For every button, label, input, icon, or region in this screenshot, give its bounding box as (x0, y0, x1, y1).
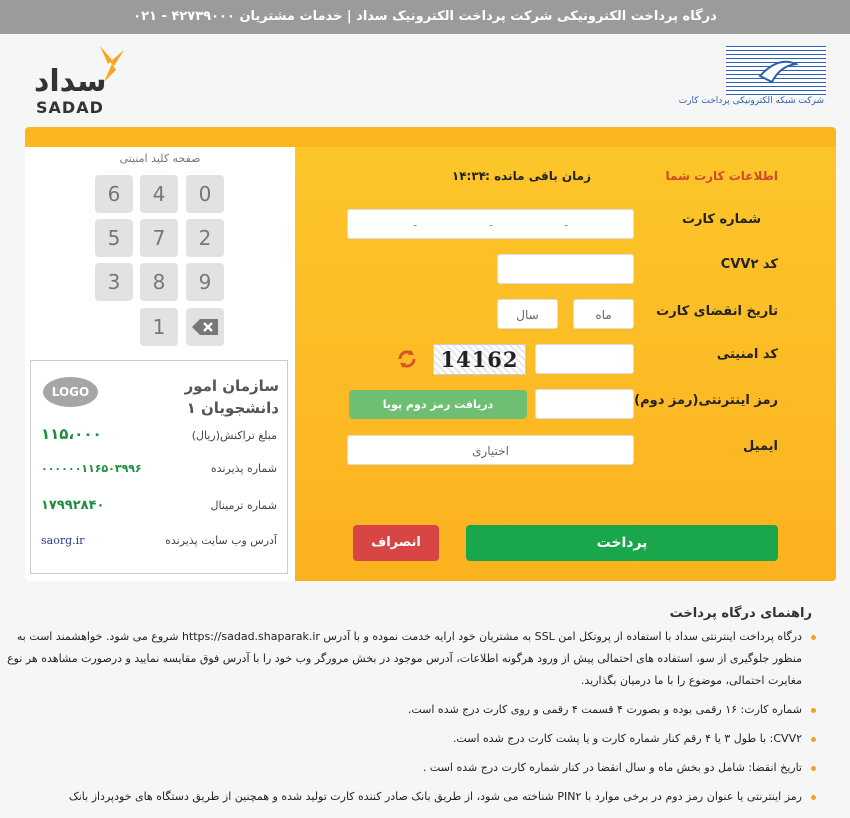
keypad-key[interactable]: 9 (186, 263, 224, 301)
otp-field[interactable] (535, 389, 634, 419)
payment-guide (0, 598, 850, 818)
section-title: اطلاعات کارت شما (665, 169, 778, 183)
sadad-logo-fa: سداد (34, 64, 107, 99)
terminal-value: ۱۷۹۹۲۸۴۰ (41, 498, 105, 513)
timer-label: زمان باقی مانده : (485, 169, 591, 183)
cancel-button[interactable]: انصراف (353, 525, 439, 561)
sadad-logo (34, 46, 129, 116)
sadad-mark-icon (94, 46, 128, 82)
amount-value: ۱۱۵،۰۰۰ (41, 425, 102, 443)
email-field[interactable]: اختیاری (347, 435, 634, 465)
keypad-title: صفحه کلید امنیتی (119, 152, 201, 165)
merchant-info-box (30, 360, 288, 574)
shaparak-bird-icon (758, 56, 798, 86)
shaparak-logo (678, 46, 826, 114)
expiry-month-field[interactable]: ماه (573, 299, 634, 329)
terminal-label: شماره ترمینال (210, 499, 277, 512)
guide-item: شماره کارت: ۱۶ رقمی بوده و بصورت ۴ قسمت ۴ رقمی و روی کارت درج شده است. (2, 699, 802, 721)
sadad-logo-en: SADAD (36, 98, 104, 117)
pay-button[interactable]: پرداخت (466, 525, 778, 561)
keypad-key[interactable]: 0 (186, 175, 224, 213)
amount-label: مبلغ تراکنش(ریال) (191, 429, 277, 442)
expiry-label: تاریخ انقضای کارت (656, 304, 778, 319)
keypad-key[interactable]: 1 (140, 308, 178, 346)
timer-value: ۱۴:۳۴ (451, 169, 486, 183)
keypad-key[interactable]: 7 (140, 219, 178, 257)
acceptor-label: شماره پذیرنده (210, 462, 277, 475)
guide-list (2, 626, 818, 815)
guide-title: راهنمای درگاه پرداخت (669, 606, 812, 621)
captcha-refresh-icon[interactable] (396, 348, 418, 370)
header-title: درگاه پرداخت الکترونیکی شرکت پرداخت الکترونیک سداد | خدمات مشتریان ۴۲۷۳۹۰۰۰ - ۰۲۱ (133, 9, 717, 24)
expiry-year-field[interactable]: سال (497, 299, 558, 329)
card-number-field[interactable]: - - - (347, 209, 634, 239)
card-number-label: شماره کارت (681, 212, 761, 227)
guide-item: درگاه پرداخت اینترنتی سداد با استفاده از پروتکل امن SSL به مشتریان خود ارایه خدمت نموده و با آدرس https://sadad.shaparak.ir شروع می شود. خواهشمند است به منظور جلوگیری از سو، استفاده های احتمالی پیش از ورود هرگونه اطلاعات، آدرس موجود در بخش مرورگر وب خود را با آدرس فوق مقایسه نمایید و درصورت مشاهده هر نوع مغایرت احتمالی، موضوع را با ما درمیان بگذارید. (2, 626, 802, 692)
keypad-key[interactable]: 2 (186, 219, 224, 257)
merchant-name: سازمان امور دانشجویان ۱ (184, 377, 279, 417)
keypad-key[interactable]: 5 (95, 219, 133, 257)
captcha-image: 14162 (433, 344, 526, 375)
keypad-key[interactable]: 6 (95, 175, 133, 213)
guide-item: رمز اینترنتی یا عنوان رمز دوم در برخی موارد با PIN۲ شناخته می شود، از طریق بانک صادر کننده کارت تولید شده و همچنین از طریق دستگاه های خودپرداز بانک (2, 786, 802, 808)
keypad-key[interactable]: 4 (140, 175, 178, 213)
top-header-bar (0, 0, 850, 34)
guide-item: تاریخ انقضا: شامل دو بخش ماه و سال انقضا در کنار شماره کارت درج شده است . (2, 757, 802, 779)
get-dynamic-otp-button[interactable]: دریافت رمز دوم پویا (349, 390, 527, 419)
cvv2-label: کد CVV۲ (720, 257, 778, 272)
backspace-icon (191, 318, 219, 336)
guide-item: CVV۲: با طول ۳ یا ۴ رقم کنار شماره کارت و یا پشت کارت درج شده است. (2, 728, 802, 750)
site-value[interactable]: saorg.ir (41, 534, 85, 547)
site-label: آدرس وب سایت پذیرنده (165, 534, 277, 547)
acceptor-value: ۰۰۰۰۰۰۱۱۶۵۰۳۹۹۶ (41, 462, 142, 475)
shaparak-text: شرکت شبکه الکترونیکی پرداخت کارت (678, 96, 824, 106)
card-top-strip (25, 127, 836, 147)
otp-label: رمز اینترنتی(رمز دوم) (634, 393, 778, 408)
merchant-logo: LOGO (43, 377, 98, 407)
email-label: ایمیل (743, 439, 778, 454)
captcha-label: کد امنیتی (716, 347, 778, 362)
keypad-key[interactable]: 8 (140, 263, 178, 301)
keypad-key[interactable]: 3 (95, 263, 133, 301)
cvv2-field[interactable] (497, 254, 634, 284)
captcha-field[interactable] (535, 344, 634, 374)
card-form-panel (295, 147, 836, 581)
keypad-backspace-key[interactable] (186, 308, 224, 346)
